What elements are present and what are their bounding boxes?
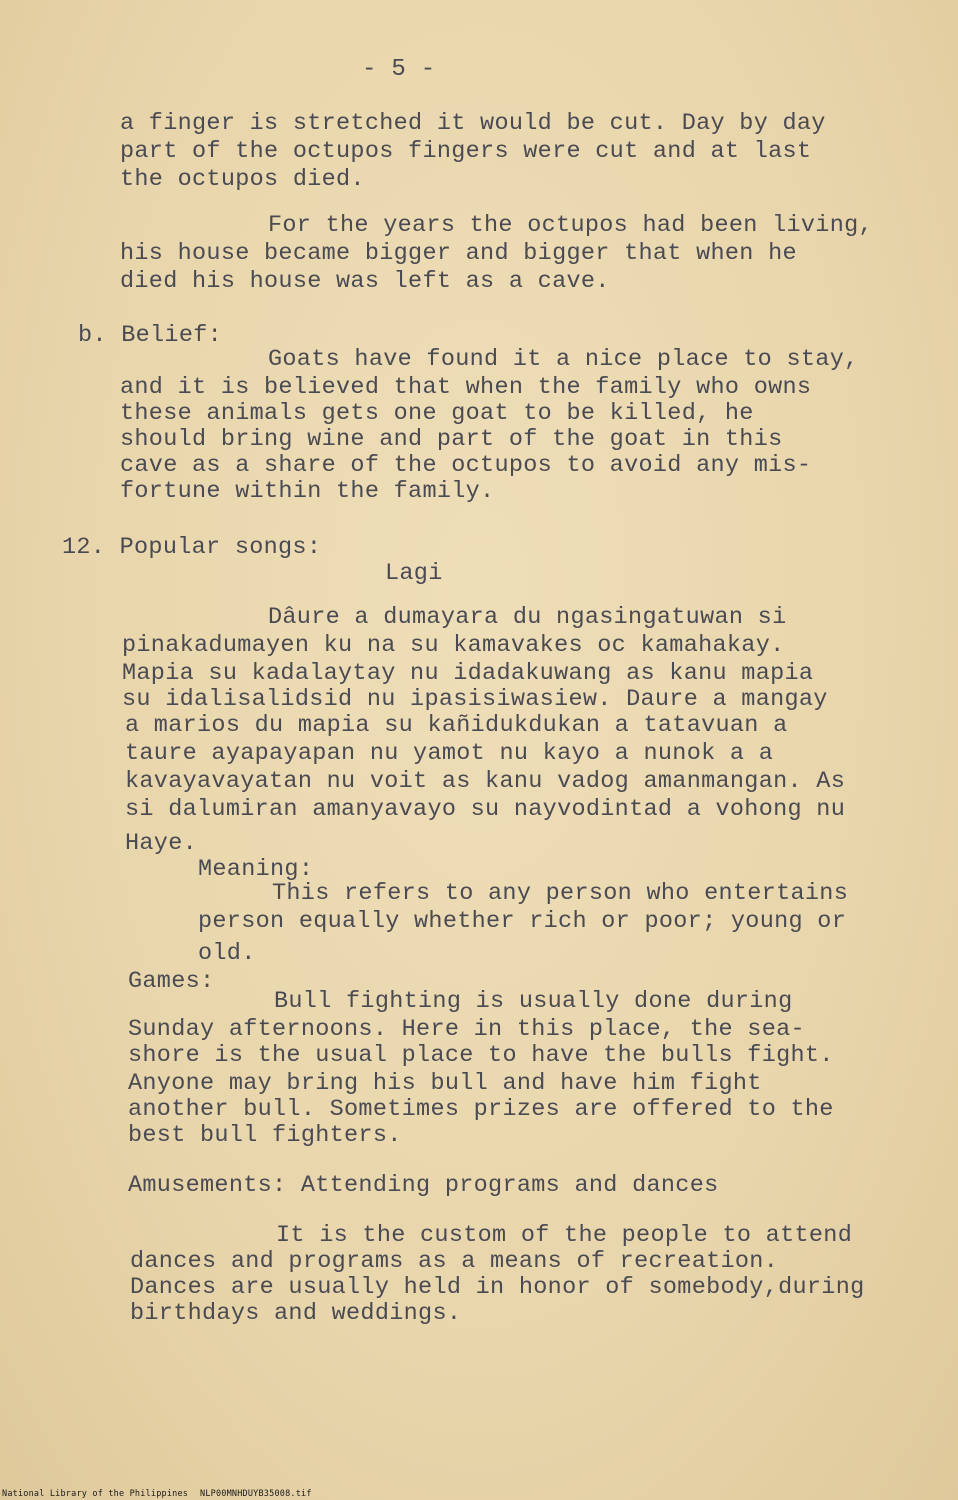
song-line-2: pinakadumayen ku na su kamavakes oc kamahakay. <box>122 632 785 659</box>
games-line-2: Sunday afternoons. Here in this place, the sea- <box>128 1016 805 1043</box>
belief-line-2: and it is believed that when the family who owns <box>120 374 812 401</box>
song-line-9: Haye. <box>125 830 198 857</box>
games-heading: Games: <box>128 968 215 995</box>
footer-filename: NLP00MNHDUYB35008.tif <box>200 1489 312 1499</box>
games-line-3: shore is the usual place to have the bulls fight. <box>128 1042 834 1069</box>
games-line-6: best bull fighters. <box>128 1122 402 1149</box>
story-line-5: his house became bigger and bigger that when he <box>120 240 797 267</box>
song-line-3: Mapia su kadalaytay nu idadakuwang as kanu mapia <box>122 660 814 687</box>
games-line-4: Anyone may bring his bull and have him fight <box>128 1070 762 1097</box>
amusements-line-3: Dances are usually held in honor of somebody,during <box>130 1274 865 1301</box>
games-line-5: another bull. Sometimes prizes are offered to the <box>128 1096 834 1123</box>
footer-library: National Library of the Philippines <box>2 1489 189 1499</box>
belief-line-1: Goats have found it a nice place to stay, <box>268 346 859 373</box>
song-title: Lagi <box>385 560 443 587</box>
song-line-8: si dalumiran amanyavayo su nayvodintad a vohong nu <box>125 796 846 823</box>
belief-line-5: cave as a share of the octupos to avoid any mis- <box>120 452 812 479</box>
belief-line-3: these animals gets one goat to be killed, he <box>120 400 754 427</box>
belief-line-6: fortune within the family. <box>120 478 495 505</box>
story-line-3: the octupos died. <box>120 166 365 193</box>
page-number: - 5 - <box>362 56 436 83</box>
story-line-4: For the years the octupos had been living, <box>268 212 873 239</box>
song-line-4: su idalisalidsid nu ipasisiwasiew. Daure a mangay <box>122 686 828 713</box>
meaning-line-3: old. <box>198 940 256 967</box>
song-line-5: a marios du mapia su kañidukdukan a tatavuan a <box>125 712 788 739</box>
meaning-heading: Meaning: <box>198 856 314 883</box>
songs-heading: 12. Popular songs: <box>62 534 322 561</box>
games-line-1: Bull fighting is usually done during <box>274 988 793 1015</box>
story-line-1: a finger is stretched it would be cut. Day by day <box>120 110 826 137</box>
story-line-6: died his house was left as a cave. <box>120 268 610 295</box>
song-line-6: taure ayapayapan nu yamot nu kayo a nunok a a <box>125 740 774 767</box>
meaning-line-2: person equally whether rich or poor; young or <box>198 908 847 935</box>
song-line-7: kavayavayatan nu voit as kanu vadog amanmangan. As <box>125 768 846 795</box>
amusements-line-2: dances and programs as a means of recreation. <box>130 1248 779 1275</box>
amusements-line-1: It is the custom of the people to attend <box>276 1222 853 1249</box>
meaning-line-1: This refers to any person who entertains <box>272 880 849 907</box>
belief-heading: b. Belief: <box>78 322 223 349</box>
song-line-1: Dâure a dumayara du ngasingatuwan si <box>268 604 787 631</box>
amusements-line-4: birthdays and weddings. <box>130 1300 462 1327</box>
belief-line-4: should bring wine and part of the goat in this <box>120 426 783 453</box>
amusements-heading: Amusements: Attending programs and dances <box>128 1172 719 1199</box>
story-line-2: part of the octupos fingers were cut and at last <box>120 138 812 165</box>
